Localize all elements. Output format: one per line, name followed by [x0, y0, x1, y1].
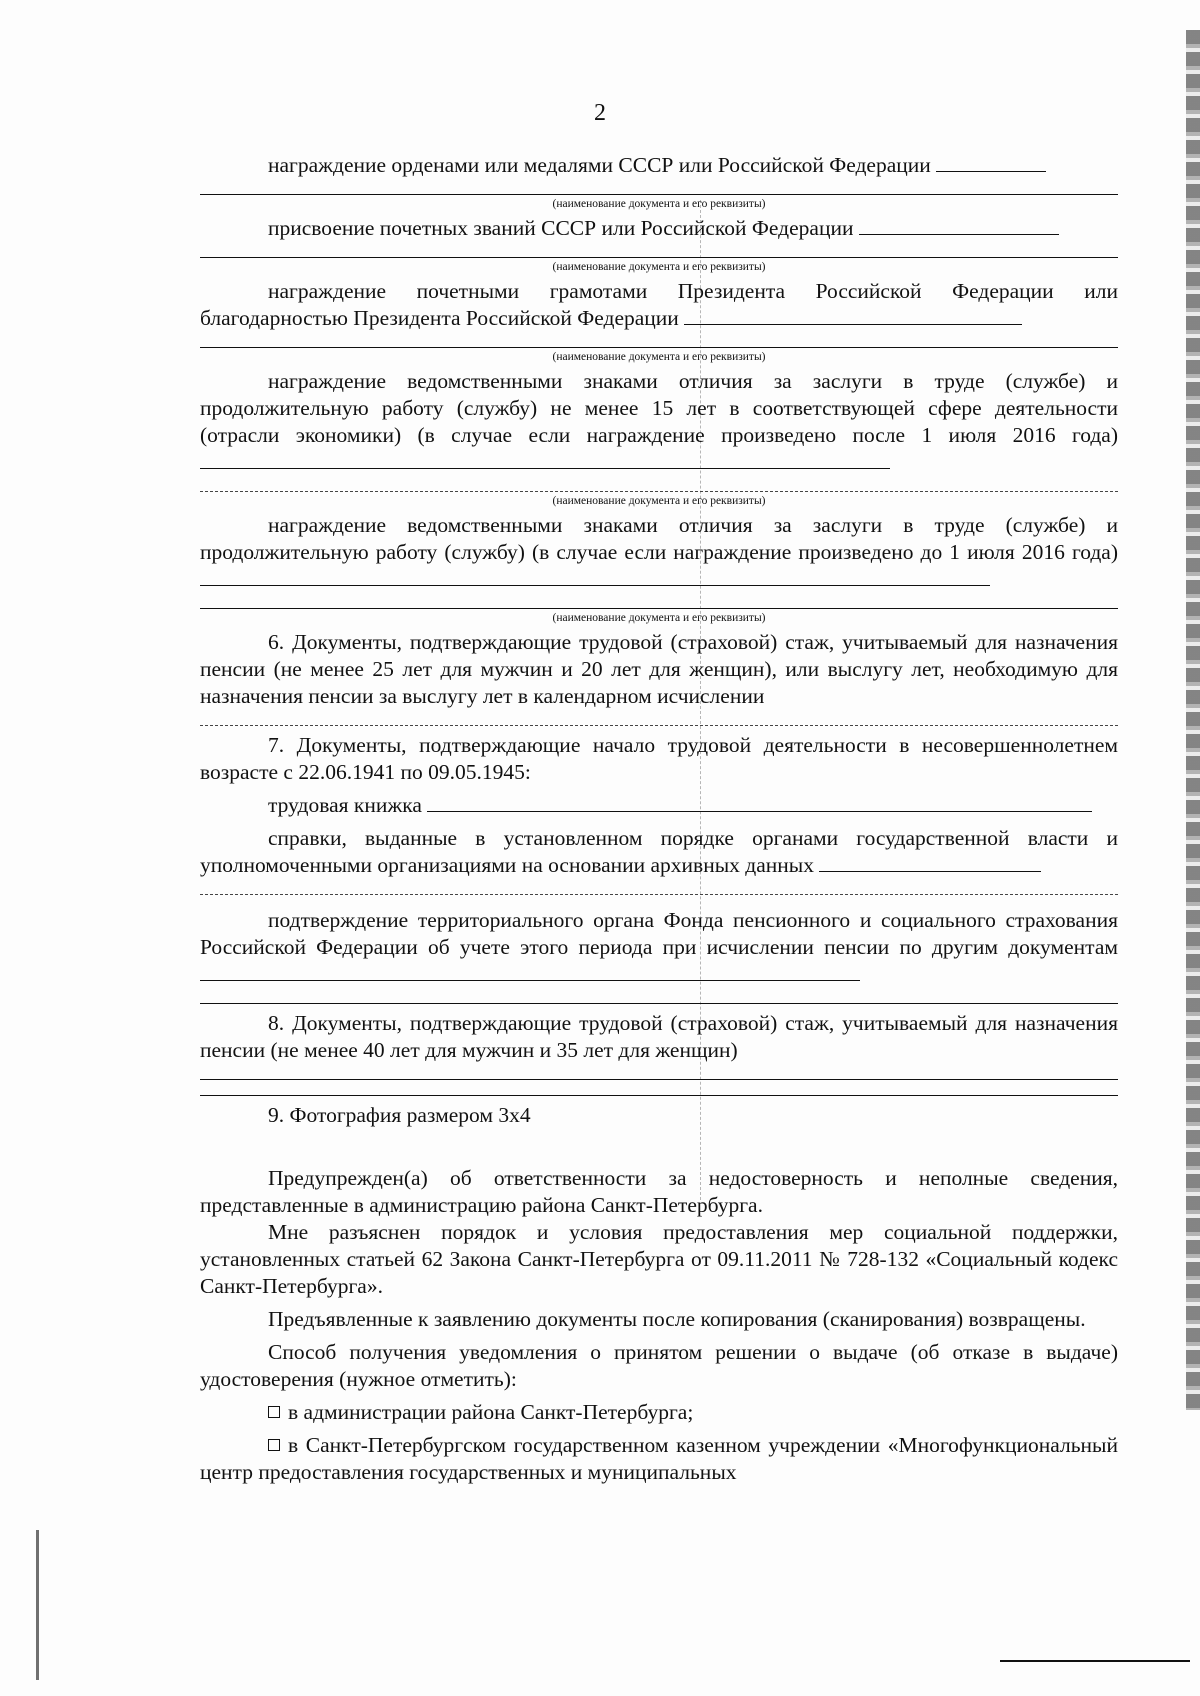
field-work-book: трудовая книжка — [200, 792, 1118, 819]
section-6: 6. Документы, подтверждающие трудовой (страховой) стаж, учитываемый для назначения пенсии (не менее 25 лет для мужчин и 20 лет для женщин), или выслугу лет, необходимую для назначения пенсии за выслугу лет в календарном исчислении — [200, 630, 1118, 708]
section-8: 8. Документы, подтверждающие трудовой (страховой) стаж, учитываемый для назначения пенсии (не менее 40 лет для мужчин и 35 лет для женщин) — [200, 1011, 1118, 1062]
documents-returned-paragraph: Предъявленные к заявлению документы после копирования (сканирования) возвращены. — [268, 1307, 1086, 1331]
checkbox[interactable] — [268, 1406, 280, 1418]
corner-line — [1000, 1660, 1190, 1662]
fill-line[interactable] — [200, 607, 1118, 609]
fill-line[interactable] — [200, 256, 1118, 258]
document-body — [200, 152, 1118, 1486]
field-archive-certificates: справки, выданные в установленном порядке органами государственной власти и уполномоченными организациями на основании архивных данных — [200, 826, 1118, 877]
checkbox[interactable] — [268, 1439, 280, 1451]
fill-line[interactable] — [684, 306, 1022, 325]
option-mfc: в Санкт-Петербургском государственном казенном учреждении «Многофункциональный центр предоставления государственных и муниципальных — [200, 1433, 1118, 1484]
field-president-awards: награждение почетными грамотами Президента Российской Федерации или благодарностью Президента Российской Федерации — [200, 279, 1118, 330]
fill-line[interactable] — [200, 346, 1118, 348]
field-orders-medals: награждение орденами или медалями СССР или Российской Федерации — [200, 152, 1118, 179]
field-fund-confirmation: подтверждение территориального органа Фонда пенсионного и социального страхования Российской Федерации об учете этого периода при исчислении пенсии по другим документам — [200, 907, 1118, 988]
field-departmental-after-2016: награждение ведомственными знаками отличия за заслуги в труде (службе) и продолжительную работу (службу) не менее 15 лет в соответствующей сфере деятельности (отрасли экономики) (в случае если награждение произведено после 1 июля 2016 года) — [200, 368, 1118, 476]
fill-line[interactable] — [200, 193, 1118, 195]
field-departmental-before-2016: награждение ведомственными знаками отличия за заслуги в труде (службе) и продолжительную работу (службу) (в случае если награждение произведено до 1 июля 2016 года) — [200, 512, 1118, 593]
fill-line[interactable] — [819, 853, 1041, 872]
fill-line[interactable] — [200, 1078, 1118, 1080]
scan-edge-artifact — [1186, 30, 1200, 1410]
field-caption: (наименование документа и его реквизиты) — [552, 351, 766, 363]
field-caption: (наименование документа и его реквизиты) — [552, 612, 766, 624]
field-caption: (наименование документа и его реквизиты) — [552, 495, 766, 507]
option-district-administration: в администрации района Санкт-Петербурга; — [200, 1399, 1118, 1426]
fill-line[interactable] — [936, 153, 1046, 172]
fill-line[interactable] — [427, 793, 1092, 812]
page-number: 2 — [594, 100, 606, 126]
field-caption: (наименование документа и его реквизиты) — [552, 198, 766, 210]
explanation-paragraph: Мне разъяснен порядок и условия предоставления мер социальной поддержки, установленных статьей 62 Закона Санкт-Петербурга от 09.11.2011 № 728-132 «Социальный кодекс Санкт-Петербурга». — [200, 1220, 1118, 1298]
section-9-photo: 9. Фотография размером 3х4 — [268, 1103, 531, 1127]
scan-edge-artifact — [36, 1530, 39, 1680]
fill-line[interactable] — [200, 450, 890, 469]
notification-method-paragraph: Способ получения уведомления о принятом решении о выдаче (об отказе в выдаче) удостоверения (нужное отметить): — [200, 1340, 1118, 1391]
section-7: 7. Документы, подтверждающие начало трудовой деятельности в несовершеннолетнем возрасте с 22.06.1941 по 09.05.1945: — [200, 733, 1118, 784]
fill-line[interactable] — [859, 216, 1059, 235]
fill-line[interactable] — [200, 490, 1118, 492]
warning-paragraph: Предупрежден(а) об ответственности за недостоверность и неполные сведения, представленные в администрацию района Санкт-Петербурга. — [200, 1166, 1118, 1217]
fill-line[interactable] — [200, 962, 860, 981]
fill-line[interactable] — [200, 567, 990, 586]
field-caption: (наименование документа и его реквизиты) — [552, 261, 766, 273]
field-honorary-titles: присвоение почетных званий СССР или Российской Федерации — [200, 215, 1118, 242]
